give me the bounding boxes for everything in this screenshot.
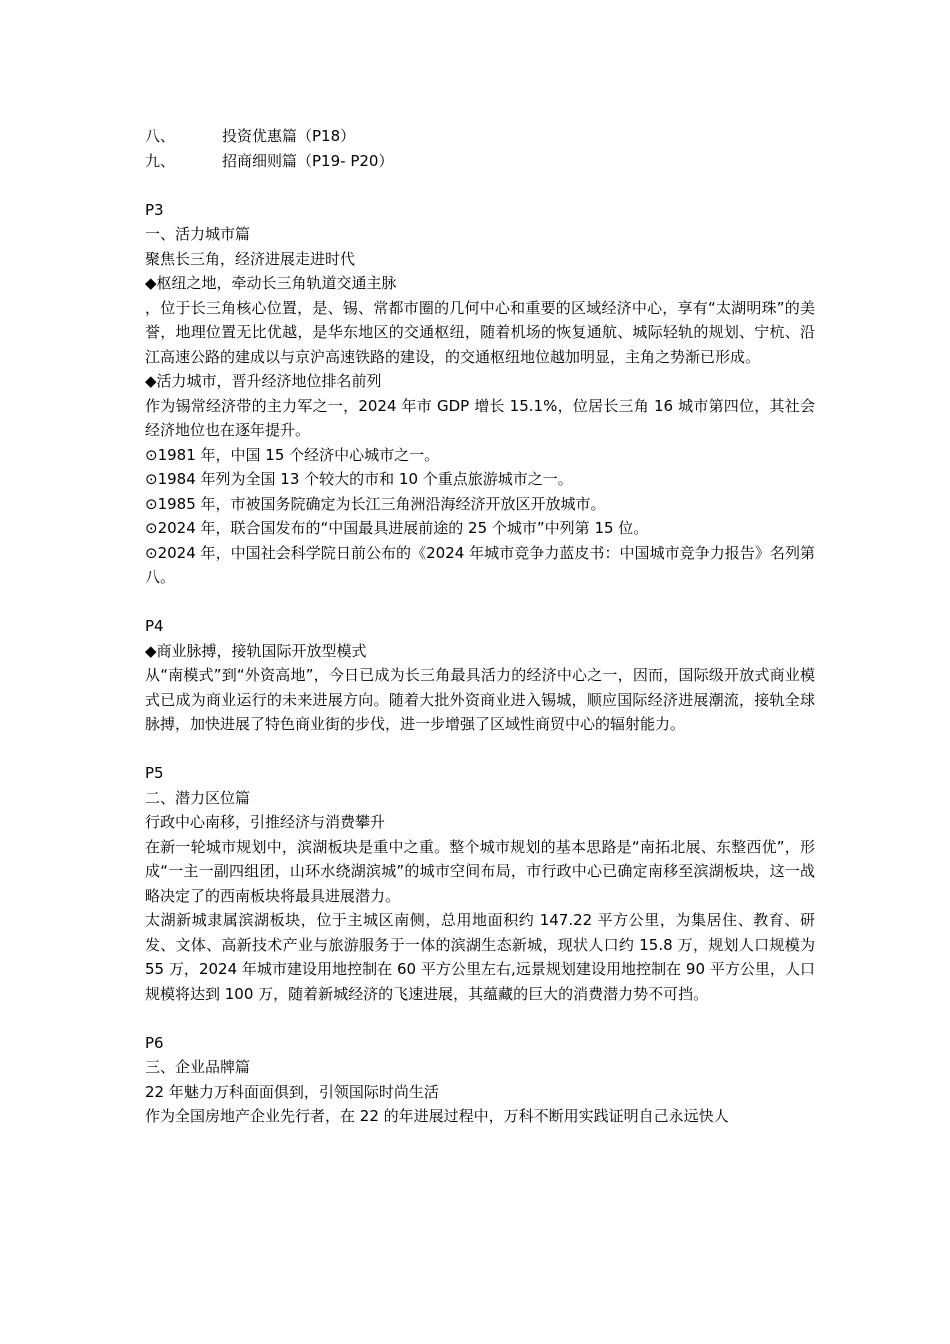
body-paragraph: 从“南模式”到“外资高地”，今日已成为长三角最具活力的经济中心之一，因而，国际级开放式商业模式已成为商业运行的未来进展方向。随着大批外资商业进入锡城，顺应国际经济进展潮流，接轨全球脉搏，加快进展了特色商业街的步伐，进一步增强了区域性商贸中心的辐射能力。 bbox=[145, 666, 815, 733]
blank-line bbox=[145, 173, 815, 198]
body-paragraph: 作为全国房地产企业先行者，在 22 的年进展过程中，万科不断用实践证明自己永远快人 bbox=[145, 1107, 729, 1125]
blank-line bbox=[145, 1006, 815, 1031]
page-label-p6: P6 bbox=[145, 1033, 164, 1052]
page-label-p3: P3 bbox=[145, 200, 164, 219]
list-item: ⊙1981 年，中国 15 个经济中心城市之一。 bbox=[145, 445, 440, 464]
toc-row-9 bbox=[145, 149, 815, 174]
toc-row-8 bbox=[145, 124, 815, 149]
toc-title: 招商细则篇（P19- P20） bbox=[222, 151, 394, 170]
body-paragraph: 在新一轮城市规划中，滨湖板块是重中之重。整个城市规划的基本思路是“南拓北展、东整西优”，形成“一主一副四组团，山环水绕湖滨城”的城市空间布局，市行政中心已确定南移至滨湖板块，这一战略决定了的西南板块将最具进展潜力。 bbox=[145, 837, 815, 905]
blank-line bbox=[145, 737, 815, 762]
page-label-p4: P4 bbox=[145, 617, 164, 635]
toc-number: 九、 bbox=[145, 151, 176, 170]
list-item: ⊙2024 年，联合国发布的“中国最具进展前途的 25 个城市”中列第 15 位。 bbox=[145, 519, 649, 537]
list-item: ⊙1984 年列为全国 13 个较大的市和 10 个重点旅游城市之一。 bbox=[145, 470, 573, 488]
bullet-heading: ◆商业脉搏，接轨国际开放型模式 bbox=[145, 641, 367, 660]
body-paragraph: 太湖新城隶属滨湖板块，位于主城区南侧，总用地面积约 147.22 平方公里，为集居住、教育、研发、文体、高新技术产业与旅游服务于一体的滨湖生态新城，现状人口约 15.8 万，规划人口规模为 55 万，2024 年城市建设用地控制在 60 平方公里左右,远景规划建设用地控制在 90 平方公里，人口规模将达到 100 万，随着新城经济的飞速进展，其蕴藏的巨大的消费潜力势不可挡。 bbox=[145, 911, 815, 1003]
bullet-heading: ◆活力城市，晋升经济地位排名前列 bbox=[145, 372, 382, 390]
list-item: ⊙2024 年，中国社会科学院日前公布的《2024 年城市竞争力蓝皮书：中国城市竞争力报告》名列第八。 bbox=[145, 543, 815, 586]
page-label-p5: P5 bbox=[145, 764, 164, 782]
body-paragraph: ，位于长三角核心位置，是、锡、常都市圈的几何中心和重要的区域经济中心，享有“太湖明珠”的美誉，地理位置无比优越，是华东地区的交通枢纽，随着机场的恢复通航、城际轻轨的规划、宁杭、沿江高速公路的建成以与京沪高速铁路的建设，的交通枢纽地位越加明显，主角之势渐已形成。 bbox=[145, 298, 815, 366]
section-subtitle: 行政中心南移，引推经济与消费攀升 bbox=[145, 813, 386, 831]
toc-title: 投资优惠篇（P18） bbox=[222, 127, 356, 145]
section-heading: 一、活力城市篇 bbox=[145, 225, 251, 243]
section-subtitle: 聚焦长三角，经济进展走进时代 bbox=[145, 249, 356, 268]
document-page bbox=[145, 124, 815, 1129]
bullet-heading: ◆枢纽之地，牵动长三角轨道交通主脉 bbox=[145, 274, 397, 292]
list-item: ⊙1985 年，市被国务院确定为长江三角洲沿海经济开放区开放城市。 bbox=[145, 494, 606, 513]
section-heading: 二、潜力区位篇 bbox=[145, 788, 251, 807]
section-heading: 三、企业品牌篇 bbox=[145, 1058, 251, 1076]
body-paragraph: 作为锡常经济带的主力军之一，2024 年市 GDP 增长 15.1%，位居长三角 16 城市第四位，其社会经济地位也在逐年提升。 bbox=[145, 396, 815, 439]
section-subtitle: 22 年魅力万科面面俱到，引领国际时尚生活 bbox=[145, 1082, 439, 1101]
toc-number: 八、 bbox=[145, 127, 176, 145]
blank-line bbox=[145, 590, 815, 615]
